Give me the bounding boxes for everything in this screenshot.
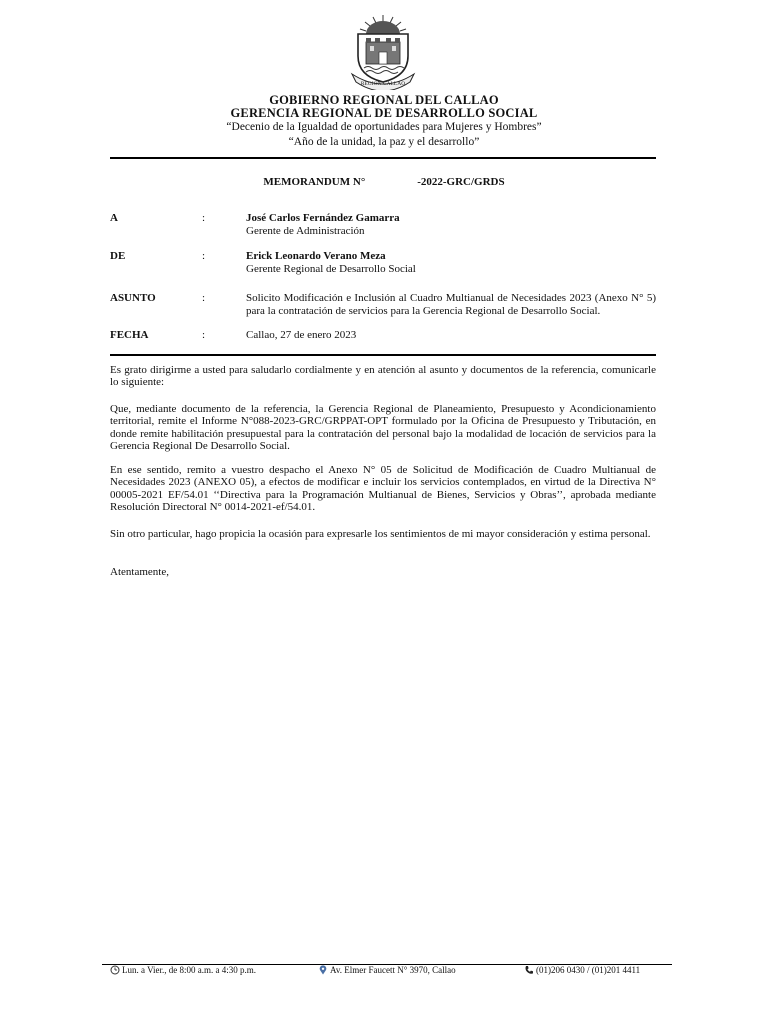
field-date-label: FECHA [110, 329, 149, 341]
memo-title [0, 176, 768, 188]
field-from-colon: : [202, 250, 206, 262]
address-text: Av. Elmer Faucett N° 3970, Callao [330, 965, 456, 975]
phone-text: (01)206 0430 / (01)201 4411 [536, 965, 641, 975]
header-divider [110, 157, 656, 159]
closing-salutation: Atentamente, [110, 566, 169, 578]
clock-icon [110, 965, 120, 975]
field-to-label: A [110, 212, 118, 224]
office-hours-text: Lun. a Vier., de 8:00 a.m. a 4:30 p.m. [122, 965, 257, 975]
paragraph-reference: Que, mediante documento de la referencia, la Gerencia Regional de Planeamiento, Presupuesto y Acondicionamiento territorial, remite el Informe N°088-2023-GRC/GRPPAT-OPT formulado por la Oficina de Presupuesto y Tributación, en donde remite habilitación presupuestal para la contratación del personal bajo la modalidad de locación de servicios para la Gerencia Regional De Desarrollo Social. [110, 403, 656, 452]
field-subject [110, 292, 656, 318]
field-from [110, 250, 656, 276]
subject-text: Solicito Modificación e Inclusión al Cuadro Multianual de Necesidades 2023 (Anexo N° 5) para la contratación de servicios para la Gerencia Regional de Desarrollo Social. [246, 292, 656, 317]
field-date-colon: : [202, 329, 206, 341]
regional-coat-of-arms-logo [348, 12, 418, 90]
decade-motto: “Decenio de la Igualdad de oportunidades para Mujeres y Hombres” [226, 121, 542, 133]
logo-ribbon-text: REGION CALLAO [360, 81, 406, 87]
footer-phone [524, 965, 640, 975]
document-header [0, 94, 768, 150]
recipient-name: José Carlos Fernández Gamarra [246, 212, 400, 224]
sender-name: Erick Leonardo Verano Meza [246, 250, 386, 262]
field-subject-colon: : [202, 292, 206, 304]
recipient-role: Gerente de Administración [246, 224, 365, 237]
field-to [110, 212, 656, 238]
field-from-label: DE [110, 250, 126, 262]
year-motto: “Año de la unidad, la paz y el desarrollo” [288, 136, 480, 148]
memo-title-suffix: -2022-GRC/GRDS [417, 176, 505, 188]
footer-hours [110, 965, 256, 975]
footer-address [318, 965, 456, 975]
phone-icon [524, 965, 534, 975]
location-pin-icon [318, 965, 328, 975]
sender-role: Gerente Regional de Desarrollo Social [246, 262, 416, 275]
paragraph-greeting: Es grato dirigirme a usted para saludarlo cordialmente y en atención al asunto y documentos de la referencia, comunicarle lo siguiente: [110, 364, 656, 389]
field-to-colon: : [202, 212, 206, 224]
memo-title-prefix: MEMORANDUM N° [263, 176, 366, 188]
paragraph-closing-remarks: Sin otro particular, hago propicia la ocasión para expresarle los sentimientos de mi mayor consideración y estima personal. [110, 528, 651, 540]
field-subject-label: ASUNTO [110, 292, 156, 304]
paragraph-request: En ese sentido, remito a vuestro despacho el Anexo N° 05 de Solicitud de Modificación de Cuadro Multianual de Necesidades 2023 (ANEXO 05), a efectos de modificar e incluir los servicios contemplados, en virtud de la Directiva N° 00005-2021 EF/54.01 ‘‘Directiva para la Programación Multianual de Bienes, Servicios y Obras’’, aprobada mediante Resolución Directoral N° 0014-2021-ef/54.01. [110, 464, 656, 513]
department-name: GERENCIA REGIONAL DE DESARROLLO SOCIAL [230, 106, 538, 120]
date-text: Callao, 27 de enero 2023 [246, 329, 357, 341]
field-date [110, 329, 656, 343]
fields-divider [110, 354, 656, 356]
institution-name: GOBIERNO REGIONAL DEL CALLAO [269, 93, 499, 107]
